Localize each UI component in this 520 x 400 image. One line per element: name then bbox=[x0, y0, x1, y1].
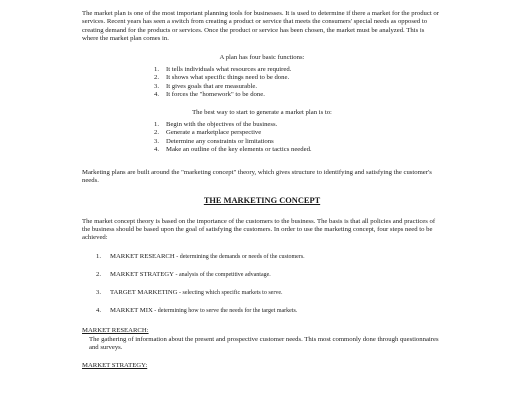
plan-functions-heading: A plan has four basic functions: bbox=[219, 53, 305, 61]
list-text: It shows what specific things need to be done. bbox=[166, 74, 290, 82]
list-text: Determine any constraints or limitations bbox=[166, 137, 274, 145]
list-text: It forces the "homework" to be done. bbox=[166, 91, 265, 99]
concept-steps-list bbox=[82, 253, 442, 315]
list-item bbox=[82, 146, 442, 154]
list-item bbox=[82, 66, 442, 74]
list-item bbox=[82, 271, 442, 279]
list-item bbox=[82, 83, 442, 91]
list-text: Begin with the objectives of the business. bbox=[166, 121, 278, 129]
functions-list bbox=[82, 66, 442, 100]
list-number: 4. bbox=[96, 306, 102, 314]
list-item bbox=[82, 129, 442, 137]
document-body bbox=[82, 10, 442, 371]
list-item bbox=[82, 121, 442, 129]
list-item bbox=[82, 74, 442, 82]
list-item bbox=[82, 307, 442, 315]
list-number: 2. bbox=[154, 74, 160, 82]
concept-intro-paragraph: The market concept theory is based on the importance of the customers to the business. The basis is that all policies and practices of the business should be based upon the goal of satisfying the customers. In order to use the marketing concept, four steps need to be achieved: bbox=[82, 217, 436, 242]
steps-list bbox=[82, 121, 442, 155]
strategy-heading: MARKET STRATEGY: bbox=[82, 362, 148, 370]
list-item bbox=[82, 289, 442, 297]
list-text: It gives goals that are measurable. bbox=[166, 82, 257, 90]
list-number: 4. bbox=[154, 91, 160, 99]
research-heading: MARKET RESEARCH: bbox=[82, 327, 149, 335]
list-text: It tells individuals what resources are required. bbox=[166, 66, 292, 74]
concept-term: MARKET MIX bbox=[110, 306, 153, 314]
list-item bbox=[82, 91, 442, 99]
list-item bbox=[82, 138, 442, 146]
research-paragraph: The gathering of information about the present and prospective customer needs. This most commonly done through questionnaires and surveys. bbox=[89, 335, 439, 351]
list-number: 1. bbox=[154, 121, 160, 129]
section-title: THE MARKETING CONCEPT bbox=[203, 195, 321, 205]
list-item bbox=[82, 253, 442, 261]
list-number: 3. bbox=[96, 288, 102, 296]
list-number: 4. bbox=[154, 146, 160, 154]
concept-description: - determining the demands or needs of the customers. bbox=[174, 253, 305, 260]
list-text: Generate a marketplace perspective bbox=[166, 129, 262, 137]
concept-description: - determining how to serve the needs for the target markets. bbox=[152, 307, 298, 314]
list-number: 3. bbox=[154, 82, 160, 90]
list-number: 2. bbox=[154, 129, 160, 137]
best-way-heading: The best way to start to generate a market plan is to: bbox=[192, 108, 332, 116]
list-text: Make an outline of the key elements or tactics needed. bbox=[166, 146, 312, 154]
list-number: 1. bbox=[96, 252, 102, 260]
intro-paragraph: The market plan is one of the most important planning tools for businesses. It is used to determine if there a market for the product or services. Recent years has seen a switch from creating a product or service that meets the consumers' special needs as opposed to creating demand for the products or services. Once the product or service has been chosen, the market must be analyzed. This is where the market plan comes in. bbox=[82, 10, 439, 43]
concept-description: - analysis of the competitive advantage. bbox=[173, 271, 271, 278]
concept-term: MARKET RESEARCH bbox=[110, 252, 175, 260]
list-number: 3. bbox=[154, 137, 160, 145]
marketing-plans-paragraph: Marketing plans are built around the "marketing concept" theory, which gives structure to identifying and satisfying the customer's needs. bbox=[82, 168, 432, 185]
concept-description: - selecting which specific markets to serve. bbox=[177, 289, 283, 296]
list-number: 1. bbox=[154, 66, 160, 74]
list-number: 2. bbox=[96, 270, 102, 278]
concept-term: TARGET MARKETING bbox=[110, 288, 178, 296]
concept-term: MARKET STRATEGY bbox=[110, 270, 174, 278]
